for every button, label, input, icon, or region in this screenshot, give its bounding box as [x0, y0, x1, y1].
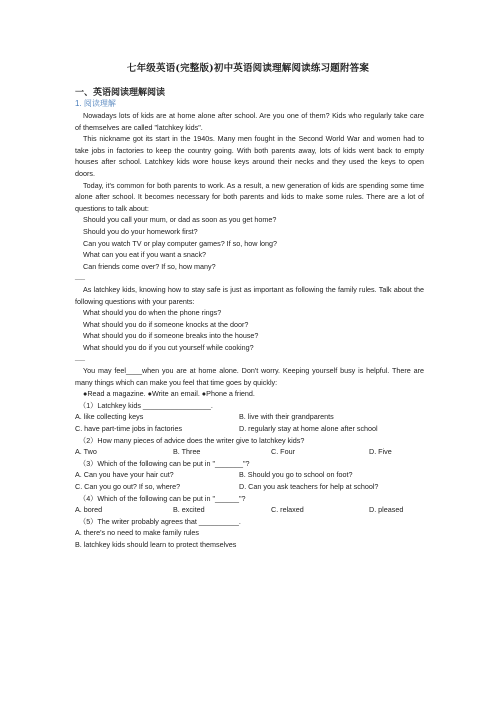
passage-question-line: What should you do when the phone rings?: [83, 308, 222, 318]
passage-blank-line: ___: [75, 355, 86, 362]
question-number: 1.: [75, 99, 82, 108]
passage-paragraph: Today, it's common for both parents to work. As a result, a new generation of kids are spending some time alone after school. It becomes necessary for both parents and kids to make some rules. There are a lot of questions to talk about:: [75, 180, 424, 213]
option-row: [75, 423, 424, 435]
question-stem: （1）Latchkey kids _________________.: [79, 400, 213, 410]
question-type: 阅读理解: [83, 99, 116, 108]
answer-option[interactable]: C. have part-time jobs in factories: [75, 424, 183, 434]
answer-option[interactable]: B. live with their grandparents: [239, 412, 334, 422]
passage-question-line: What can you eat if you want a snack?: [83, 250, 207, 260]
answer-option[interactable]: D. pleased: [369, 505, 404, 515]
passage-question-line: Should you call your mum, or dad as soon as you get home?: [83, 215, 277, 225]
answer-option[interactable]: C. Can you go out? If so, where?: [75, 482, 181, 491]
passage-question-line: Can you watch TV or play computer games? If so, how long?: [83, 238, 278, 248]
passage-question-line: What should you do if someone knocks at the door?: [83, 319, 249, 329]
answer-option[interactable]: A. there's no need to make family rules: [75, 528, 200, 538]
answer-option[interactable]: A. like collecting keys: [75, 412, 144, 422]
option-row: [75, 481, 424, 493]
passage-blank-line: ___: [75, 274, 86, 281]
answer-option[interactable]: A. Two: [75, 447, 97, 457]
question-header: [75, 98, 116, 109]
answer-option[interactable]: C. Four: [271, 447, 295, 457]
question-stem: （4）Which of the following can be put in "______"?: [79, 493, 246, 503]
answer-option[interactable]: B. excited: [173, 505, 205, 515]
section-heading: 一、英语阅读理解阅读: [75, 87, 166, 97]
passage-question-line: Can friends come over? If so, how many?: [83, 261, 216, 271]
answer-option[interactable]: A. Can you have your hair cut?: [75, 470, 174, 480]
answer-option[interactable]: D. Can you ask teachers for help at school?: [239, 482, 379, 491]
question-stem: （5）The writer probably agrees that __________.: [79, 516, 241, 526]
question-stem: （2）How many pieces of advice does the writer give to latchkey kids?: [79, 435, 305, 445]
answer-option[interactable]: B. Three: [173, 447, 201, 457]
answer-option[interactable]: B. Should you go to school on foot?: [239, 470, 353, 480]
passage-paragraph: You may feel____when you are at home alone. Don't worry. Keeping yourself busy is helpful. There are many things which can make you feel that time goes by quickly:: [75, 366, 424, 387]
passage-question-line: What should you do if someone breaks into the house?: [83, 331, 259, 341]
passage-paragraph: Nowadays lots of kids are at home alone after school. Are you one of them? Kids who regularly take care of themselves are called "latchkey kids".: [75, 111, 424, 132]
answer-option[interactable]: D. Five: [369, 447, 392, 457]
answer-option[interactable]: B. latchkey kids should learn to protect themselves: [75, 539, 237, 549]
option-row: [75, 411, 424, 423]
passage-paragraph: This nickname got its start in the 1940s. Many men fought in the Second World War and women had to take jobs in factories to keep the country going. With both parents away, lots of kids went back to empty houses after school. Latchkey kids wore house keys around their necks and they used the keys to open doors.: [75, 134, 424, 178]
passage-question-line: Should you do your homework first?: [83, 226, 198, 236]
option-row: [75, 504, 424, 516]
document-title: 七年级英语(完整版)初中英语阅读理解阅读练习题附答案: [126, 63, 370, 74]
answer-option[interactable]: C. relaxed: [271, 505, 304, 515]
reading-body: [75, 110, 424, 551]
passage-question-line: What should you do if you cut yourself while cooking?: [83, 342, 254, 352]
answer-option[interactable]: D. regularly stay at home alone after school: [239, 424, 378, 434]
option-row: [75, 469, 424, 481]
answer-option[interactable]: A. bored: [75, 505, 103, 515]
passage-question-line: ●Read a magazine. ●Write an email. ●Phone a friend.: [83, 389, 255, 399]
question-stem: （3）Which of the following can be put in "_______"?: [79, 458, 250, 468]
option-row: [75, 446, 424, 458]
passage-paragraph: As latchkey kids, knowing how to stay safe is just as important as following the family rules. Talk about the following questions with your parents:: [75, 284, 424, 306]
